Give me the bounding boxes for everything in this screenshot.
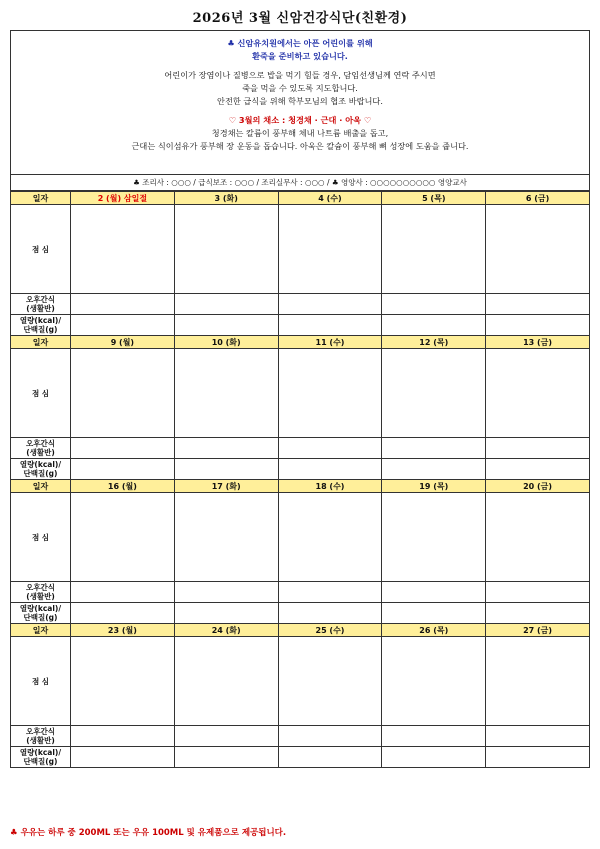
kcal-cell (382, 315, 486, 336)
snack-cell (278, 726, 382, 747)
day-header: 26 (목) (382, 624, 486, 637)
kcal-cell (278, 315, 382, 336)
day-header: 13 (금) (486, 336, 590, 349)
kcal-cell (174, 315, 278, 336)
day-header: 4 (수) (278, 192, 382, 205)
notice-line: ♡ 3월의 채소 : 청경채 · 근대 · 아욱 ♡ (228, 115, 372, 125)
kcal-cell (278, 459, 382, 480)
kcal-label: 열량(kcal)/ 단백질(g) (11, 315, 71, 336)
menu-label: 점 심 (11, 637, 71, 726)
day-header: 9 (월) (71, 336, 175, 349)
snack-cell (486, 294, 590, 315)
snack-cell (71, 726, 175, 747)
snack-cell (278, 294, 382, 315)
menu-cell (486, 637, 590, 726)
menu-label: 점 심 (11, 493, 71, 582)
day-header: 10 (화) (174, 336, 278, 349)
kcal-cell (174, 747, 278, 768)
snack-cell (174, 438, 278, 459)
menu-label: 점 심 (11, 205, 71, 294)
menu-cell (278, 349, 382, 438)
snack-cell (278, 438, 382, 459)
menu-cell (278, 205, 382, 294)
kcal-cell (71, 747, 175, 768)
menu-cell (382, 637, 486, 726)
day-header: 6 (금) (486, 192, 590, 205)
snack-cell (174, 726, 278, 747)
day-header: 18 (수) (278, 480, 382, 493)
menu-cell (486, 349, 590, 438)
kcal-cell (486, 747, 590, 768)
menu-cell (71, 349, 175, 438)
menu-label: 점 심 (11, 349, 71, 438)
snack-cell (71, 582, 175, 603)
day-header: 24 (화) (174, 624, 278, 637)
day-header: 2 (월) 삼일절 (71, 192, 175, 205)
day-header: 27 (금) (486, 624, 590, 637)
date-label: 일자 (11, 624, 71, 637)
footer-note: ♣ 우유는 하루 중 200ML 또는 우유 100ML 및 유제품으로 제공됩니다. (10, 828, 287, 838)
snack-cell (486, 726, 590, 747)
menu-cell (174, 493, 278, 582)
notice-line: 환죽을 준비하고 있습니다. (252, 51, 348, 61)
kcal-cell (382, 603, 486, 624)
snack-cell (382, 726, 486, 747)
notice-box (10, 30, 590, 175)
day-header: 19 (목) (382, 480, 486, 493)
menu-cell (278, 493, 382, 582)
snack-label: 오후간식 (생활반) (11, 438, 71, 459)
notice-line: 어린이가 장염이나 질병으로 밥을 먹기 힘들 경우, 담임선생님께 연락 주시면 (164, 70, 436, 80)
snack-label: 오후간식 (생활반) (11, 294, 71, 315)
snack-cell (71, 438, 175, 459)
snack-cell (382, 438, 486, 459)
menu-cell (174, 349, 278, 438)
snack-cell (382, 294, 486, 315)
day-header: 20 (금) (486, 480, 590, 493)
snack-cell (382, 582, 486, 603)
notice-line: 안전한 급식을 위해 학부모님의 협조 바랍니다. (217, 96, 383, 106)
snack-label: 오후간식 (생활반) (11, 582, 71, 603)
day-header: 12 (목) (382, 336, 486, 349)
kcal-cell (71, 459, 175, 480)
menu-table (10, 191, 590, 768)
notice-line: 근대는 식이섬유가 풍부해 장 운동을 돕습니다. 아욱은 칼슘이 풍부해 뼈 성장에 도움을 줍니다. (131, 141, 469, 151)
kcal-label: 열량(kcal)/ 단백질(g) (11, 603, 71, 624)
date-label: 일자 (11, 480, 71, 493)
snack-cell (71, 294, 175, 315)
day-header: 23 (월) (71, 624, 175, 637)
snack-cell (174, 582, 278, 603)
menu-cell (71, 205, 175, 294)
day-header: 17 (화) (174, 480, 278, 493)
snack-cell (486, 582, 590, 603)
menu-cell (174, 205, 278, 294)
notice-line: 청경채는 칼륨이 풍부해 체내 나트륨 배출을 돕고, (211, 128, 389, 138)
day-header: 11 (수) (278, 336, 382, 349)
kcal-cell (71, 603, 175, 624)
day-header: 5 (목) (382, 192, 486, 205)
kcal-cell (486, 315, 590, 336)
kcal-cell (174, 603, 278, 624)
kcal-label: 열량(kcal)/ 단백질(g) (11, 459, 71, 480)
snack-cell (486, 438, 590, 459)
snack-cell (278, 582, 382, 603)
menu-cell (71, 493, 175, 582)
menu-cell (278, 637, 382, 726)
day-header: 3 (화) (174, 192, 278, 205)
menu-cell (486, 493, 590, 582)
menu-cell (382, 493, 486, 582)
date-label: 일자 (11, 336, 71, 349)
kcal-cell (278, 603, 382, 624)
menu-cell (71, 637, 175, 726)
menu-cell (382, 349, 486, 438)
notice-line: ♣ 신암유치원에서는 아픈 어린이를 위해 (227, 38, 373, 48)
notice-line: 죽을 먹을 수 있도록 지도합니다. (242, 83, 358, 93)
kcal-cell (278, 747, 382, 768)
menu-page (10, 8, 590, 768)
snack-cell (174, 294, 278, 315)
kcal-cell (174, 459, 278, 480)
kcal-cell (382, 459, 486, 480)
day-header: 25 (수) (278, 624, 382, 637)
menu-cell (382, 205, 486, 294)
snack-label: 오후간식 (생활반) (11, 726, 71, 747)
kcal-cell (382, 747, 486, 768)
date-label: 일자 (11, 192, 71, 205)
menu-cell (486, 205, 590, 294)
kcal-label: 열량(kcal)/ 단백질(g) (11, 747, 71, 768)
menu-cell (174, 637, 278, 726)
kcal-cell (71, 315, 175, 336)
staff-line: ♣ 조리사 : ○○○ / 급식보조 : ○○○ / 조리실무사 : ○○○ / ♣ 영양사 : ○○○○○○○○○○ 영양교사 (10, 175, 590, 191)
page-title: 2026년 3월 신암건강식단(친환경) (192, 11, 408, 26)
kcal-cell (486, 459, 590, 480)
day-header: 16 (월) (71, 480, 175, 493)
kcal-cell (486, 603, 590, 624)
